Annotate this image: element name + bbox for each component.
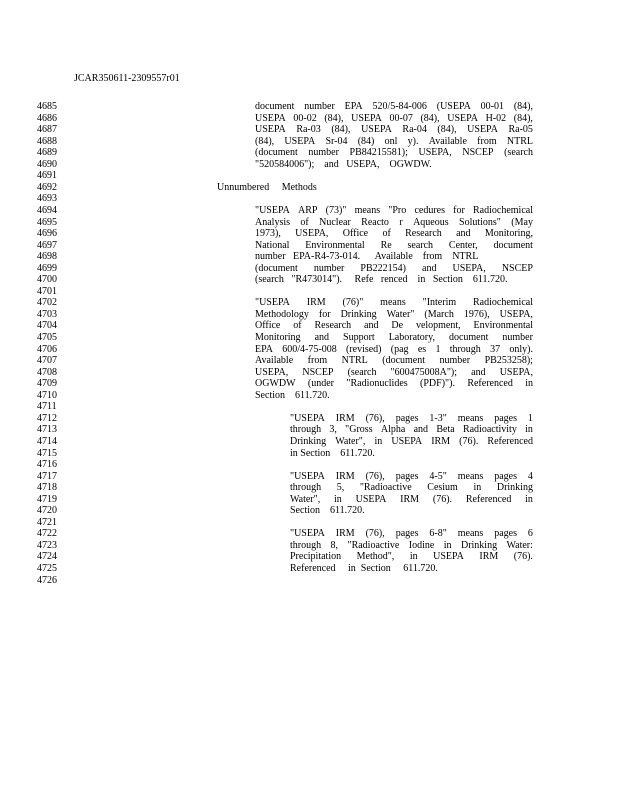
- line-number: 4707: [37, 355, 57, 367]
- line-number: 4724: [37, 551, 57, 563]
- line-number: 4714: [37, 435, 57, 447]
- text-line: "USEPA ARP (73)" means "Pro cedures for Radiochemical: [255, 204, 533, 216]
- line-number: 4687: [37, 124, 57, 136]
- text-line: Available from NTRL (document number PB253258);: [255, 355, 533, 367]
- line-number: 4721: [37, 516, 57, 528]
- section-heading: Unnumbered Methods: [217, 181, 317, 193]
- text-line: National Environmental Re search Center, document: [255, 239, 533, 251]
- line-number: 4698: [37, 251, 57, 263]
- document-id: JCAR350611-2309557r01: [74, 73, 180, 84]
- text-line: OGWDW (under "Radionuclides (PDF)"). Referenced in: [255, 378, 533, 390]
- text-line: USEPA Ra-03 (84), USEPA Ra-04 (84), USEPA Ra-05: [255, 124, 533, 136]
- text-line: "USEPA IRM (76)" means "Interim Radiochemical: [255, 297, 533, 309]
- text-line: Analysis of Nuclear Reacto r Aqueous Solutions" (May: [255, 216, 533, 228]
- line-number: 4708: [37, 366, 57, 378]
- line-number: 4703: [37, 308, 57, 320]
- text-line: in Section 611.720.: [290, 447, 375, 459]
- text-line: Office of Research and De velopment, Environmental: [255, 320, 533, 332]
- line-number: 4688: [37, 135, 57, 147]
- text-line: "USEPA IRM (76), pages 1-3" means pages 1: [290, 412, 533, 424]
- text-line: (search "R473014"). Refe renced in Section 611.720.: [255, 274, 508, 286]
- text-line: document number EPA 520/5-84-006 (USEPA 00-01 (84),: [255, 101, 533, 112]
- text-line: Referenced in Section 611.720.: [290, 563, 438, 574]
- line-number: 4723: [37, 539, 57, 551]
- text-line: through 3, "Gross Alpha and Beta Radioactivity in: [290, 424, 533, 436]
- line-number: 4704: [37, 320, 57, 332]
- text-line: USEPA 00-02 (84), USEPA 00-07 (84), USEPA H-02 (84),: [255, 112, 533, 124]
- line-number: 4722: [37, 528, 57, 540]
- text-line: Water", in USEPA IRM (76). Referenced in: [290, 493, 533, 505]
- line-number: 4691: [37, 170, 57, 182]
- line-number: 4726: [37, 574, 57, 586]
- line-number: 4690: [37, 158, 57, 170]
- line-number: 4693: [37, 193, 57, 205]
- line-number: 4694: [37, 204, 57, 216]
- line-number: 4713: [37, 424, 57, 436]
- line-number: 4709: [37, 378, 57, 390]
- text-line: Methodology for Drinking Water" (March 1976), USEPA,: [255, 308, 533, 320]
- text-line: "520584006"); and USEPA, OGWDW.: [255, 158, 432, 170]
- text-line: Precipitation Method", in USEPA IRM (76).: [290, 551, 533, 563]
- line-number: 4716: [37, 459, 57, 471]
- line-number: 4718: [37, 482, 57, 494]
- line-number: 4706: [37, 343, 57, 355]
- line-number: 4717: [37, 470, 57, 482]
- text-line: (84), USEPA Sr-04 (84) onl y). Available from NTRL: [255, 135, 533, 147]
- line-number: 4705: [37, 332, 57, 343]
- line-number: 4697: [37, 239, 57, 251]
- text-line: (document number PB222154) and USEPA, NSCEP: [255, 262, 533, 274]
- line-number: 4696: [37, 228, 57, 240]
- text-line: Drinking Water", in USEPA IRM (76). Referenced: [290, 435, 533, 447]
- text-line: number EPA-R4-73-014. Available from NTRL: [255, 251, 479, 263]
- line-number: 4712: [37, 412, 57, 424]
- text-line: "USEPA IRM (76), pages 4-5" means pages 4: [290, 470, 533, 482]
- line-number: 4710: [37, 389, 57, 401]
- line-number: 4719: [37, 493, 57, 505]
- text-line: through 5, "Radioactive Cesium in Drinking: [290, 482, 533, 494]
- line-number: 4685: [37, 101, 57, 112]
- text-line: Section 611.720.: [255, 389, 330, 401]
- text-line: 1973), USEPA, Office of Research and Monitoring,: [255, 228, 533, 240]
- text-line: Section 611.720.: [290, 505, 365, 517]
- text-line: "USEPA IRM (76), pages 6-8" means pages 6: [290, 528, 533, 540]
- line-number: 4689: [37, 147, 57, 159]
- text-line: USEPA, NSCEP (search "600475008A"); and USEPA,: [255, 366, 533, 378]
- text-line: Monitoring and Support Laboratory, document number: [255, 332, 533, 343]
- text-line: (document number PB84215581); USEPA, NSCEP (search: [255, 147, 533, 159]
- line-number: 4700: [37, 274, 57, 286]
- line-number: 4702: [37, 297, 57, 309]
- line-number: 4699: [37, 262, 57, 274]
- line-number: 4715: [37, 447, 57, 459]
- line-number: 4695: [37, 216, 57, 228]
- line-number: 4701: [37, 285, 57, 297]
- text-line: EPA 600/4-75-008 (revised) (pag es 1 through 37 only).: [255, 343, 533, 355]
- line-number: 4692: [37, 181, 57, 193]
- line-number: 4686: [37, 112, 57, 124]
- text-line: through 8, "Radioactive Iodine in Drinking Water:: [290, 539, 533, 551]
- line-number: 4711: [37, 401, 57, 413]
- line-number: 4720: [37, 505, 57, 517]
- line-number: 4725: [37, 563, 57, 574]
